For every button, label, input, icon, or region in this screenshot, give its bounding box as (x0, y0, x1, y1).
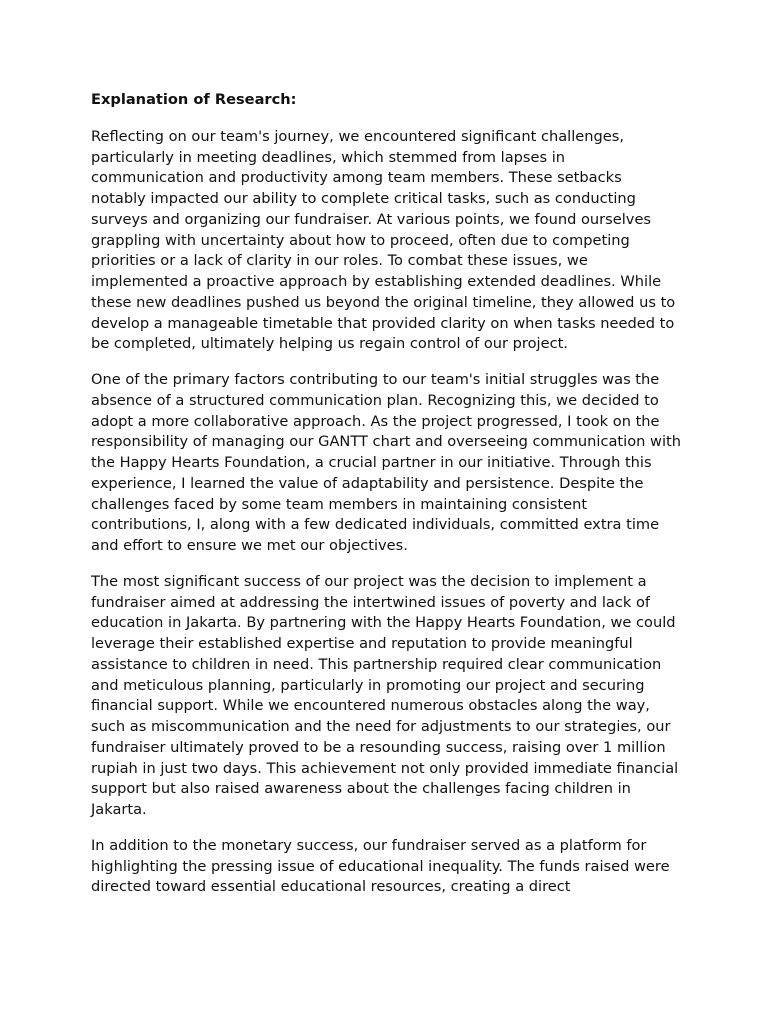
document-heading: Explanation of Research: (91, 91, 297, 108)
paragraph-2: One of the primary factors contributing to our team's initial struggles was the absence of a structured communication plan. Recognizing this, we decided to adopt a more collaborative approach. As the project progressed, I took on the responsibility of managing our GANTT chart and overseeing communication with the Happy Hearts Foundation, a crucial partner in our initiative. Through this experience, I learned the value of adaptability and persistence. Despite the challenges faced by some team members in maintaining consistent contributions, I, along with a few dedicated individuals, committed extra time and effort to ensure we met our objectives. (91, 371, 681, 554)
paragraph-1: Reflecting on our team's journey, we encountered significant challenges, particularly in meeting deadlines, which stemmed from lapses in communication and productivity among team members. These setbacks notably impacted our ability to complete critical tasks, such as conducting surveys and organizing our fundraiser. At various points, we found ourselves grappling with uncertainty about how to proceed, often due to competing priorities or a lack of clarity in our roles. To combat these issues, we implemented a proactive approach by establishing extended deadlines. While these new deadlines pushed us beyond the original timeline, they allowed us to develop a manageable timetable that provided clarity on when tasks needed to be completed, ultimately helping us regain control of our project. (91, 127, 676, 353)
paragraph-4: In addition to the monetary success, our fundraiser served as a platform for highlighting the pressing issue of educational inequality. The funds raised were directed toward essential educational resources, creating a direct (91, 836, 670, 896)
paragraph-3: The most significant success of our project was the decision to implement a fundraiser aimed at addressing the intertwined issues of poverty and lack of education in Jakarta. By partnering with the Happy Hearts Foundation, we could leverage their established expertise and reputation to provide meaningful assistance to children in need. This partnership required clear communication and meticulous planning, particularly in promoting our project and securing financial support. While we encountered numerous obstacles along the way, such as miscommunication and the need for adjustments to our strategies, our fundraiser ultimately proved to be a resounding success, raising over 1 million rupiah in just two days. This achievement not only provided immediate financial support but also raised awareness about the challenges facing children in Jakarta. (91, 572, 679, 818)
document-page (91, 90, 681, 913)
